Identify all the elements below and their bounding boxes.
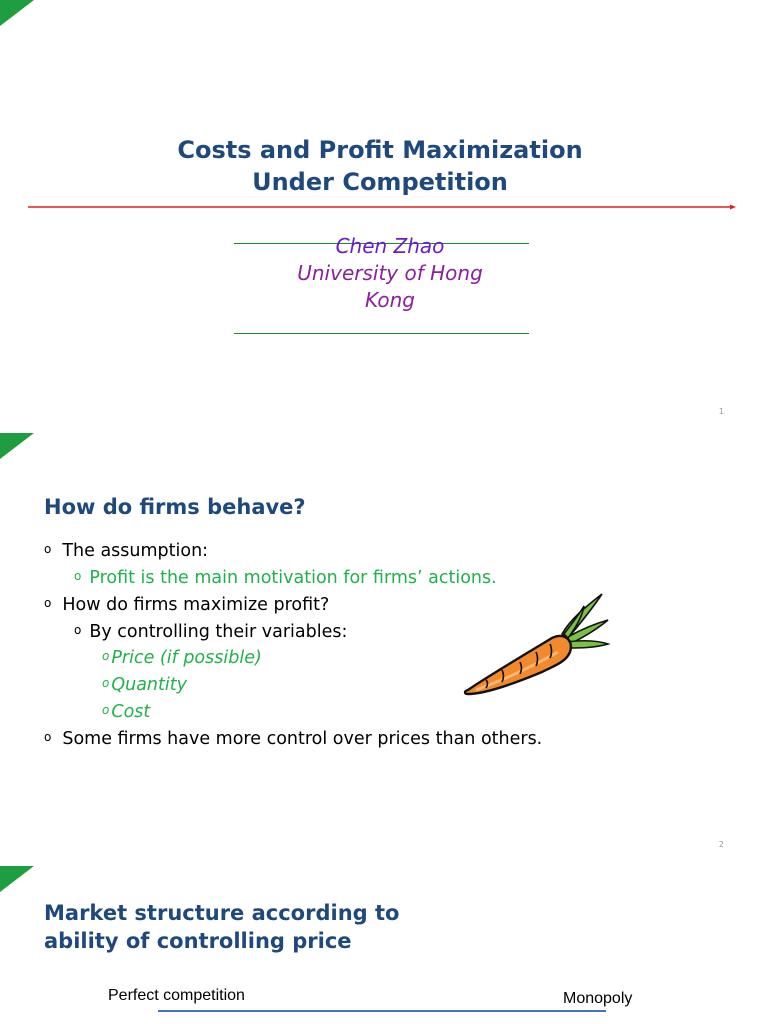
author-block [240,233,540,314]
slide-heading [44,899,399,955]
slide-heading-line-1: Market structure according to [44,901,400,925]
page-number: 2 [718,840,724,849]
bullet-text: The assumption: [62,541,209,561]
bullet-item [102,671,187,697]
bullet-text: How do firms maximize profit? [62,595,330,615]
slide-title-line-2: Under Competition [252,168,508,196]
spectrum-right-label: Monopoly [563,990,633,1007]
bullet-mark: o [74,569,82,583]
bullet-text: Price (if possible) [111,648,262,668]
bullet-mark: o [74,623,82,637]
affiliation-line-1: University of Hong [297,261,483,285]
page-number: 1 [718,407,724,416]
slide-title [0,134,760,198]
bullet-item [102,698,150,724]
bullet-mark: o [102,676,110,690]
bullet-mark: o [44,596,52,610]
slide-1 [0,0,768,430]
bullet-item [44,725,542,751]
bullet-text: Cost [111,702,151,722]
affiliation-line-2: Kong [364,288,415,312]
corner-triangle-icon [0,433,34,459]
carrot-icon [462,590,612,702]
bullet-text: Quantity [111,675,187,695]
bullet-mark: o [102,649,110,663]
slide-heading: How do firms behave? [44,495,306,519]
spectrum-line [158,1010,606,1012]
bullet-item [102,644,262,670]
slide-heading-line-2: ability of controlling price [44,929,352,953]
bullet-mark: o [102,703,110,717]
bullet-mark: o [44,542,52,556]
slide-title-line-1: Costs and Profit Maximization [177,136,583,164]
bullet-item [44,537,208,563]
bullet-item [74,564,497,590]
bullet-text: By controlling their variables: [89,622,348,642]
spectrum-left-label: Perfect competition [108,987,245,1004]
title-rule-arrow [28,201,738,213]
bullet-text: Profit is the main motivation for firms’ actions. [89,568,497,588]
author-bottom-rule [234,333,529,334]
author-name: Chen Zhao [335,234,445,258]
bullet-mark: o [44,730,52,744]
bullet-item [44,591,329,617]
corner-triangle-icon [0,0,34,26]
bullet-text: Some firms have more control over prices than others. [62,729,543,749]
corner-triangle-icon [0,866,34,892]
bullet-item [74,618,347,644]
